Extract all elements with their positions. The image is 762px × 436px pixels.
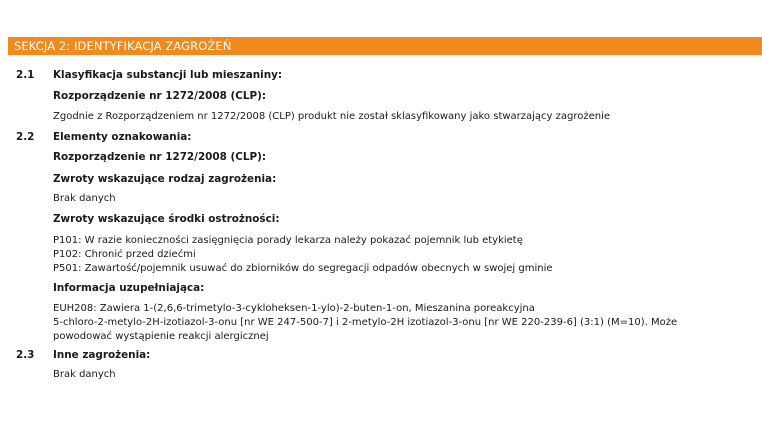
euh208-line-2: 5-chloro-2-metylo-2H-izotiazol-3-onu [nr WE 247-500-7] i 2-metylo-2H izotiazol-3-onu [nr WE 220-239-6] (3:1) (M=10). Może xyxy=(53,317,678,328)
hazard-statements-text: Brak danych xyxy=(53,193,116,204)
section-2-2-number: 2.2 xyxy=(16,131,35,143)
euh208-line-1: EUH208: Zawiera 1-(2,6,6-trimetylo-3-cykloheksen-1-ylo)-2-buten-1-on, Mieszanina poreakcyjna xyxy=(53,303,535,314)
section-2-header: SEKCJA 2: IDENTYFIKACJA ZAGROŻEŃ xyxy=(8,37,762,55)
section-2-1-text: Zgodnie z Rozporządzeniem nr 1272/2008 (CLP) produkt nie został sklasyfikowany jako stwarzający zagrożenie xyxy=(53,111,611,122)
section-2-1-title: Klasyfikacja substancji lub mieszaniny: xyxy=(53,69,283,81)
section-2-1-regulation: Rozporządzenie nr 1272/2008 (CLP): xyxy=(53,90,267,102)
p501-statement: P501: Zawartość/pojemnik usuwać do zbiorników do segregacji odpadów obecnych w swojej gminie xyxy=(53,263,553,274)
section-2-2-title: Elementy oznakowania: xyxy=(53,131,192,143)
hazard-statements-heading: Zwroty wskazujące rodzaj zagrożenia: xyxy=(53,173,277,185)
section-2-3-number: 2.3 xyxy=(16,349,35,361)
section-2-1-number: 2.1 xyxy=(16,69,35,81)
section-2-2-regulation: Rozporządzenie nr 1272/2008 (CLP): xyxy=(53,151,267,163)
p102-statement: P102: Chronić przed dziećmi xyxy=(53,249,196,260)
euh208-line-3: powodować wystąpienie reakcji alergicznej xyxy=(53,331,269,342)
supplementary-info-heading: Informacja uzupełniająca: xyxy=(53,282,205,294)
section-2-3-text: Brak danych xyxy=(53,369,116,380)
precautionary-statements-heading: Zwroty wskazujące środki ostrożności: xyxy=(53,213,280,225)
p101-statement: P101: W razie konieczności zasięgnięcia porady lekarza należy pokazać pojemnik lub etykietę xyxy=(53,235,523,246)
section-2-3-title: Inne zagrożenia: xyxy=(53,349,151,361)
